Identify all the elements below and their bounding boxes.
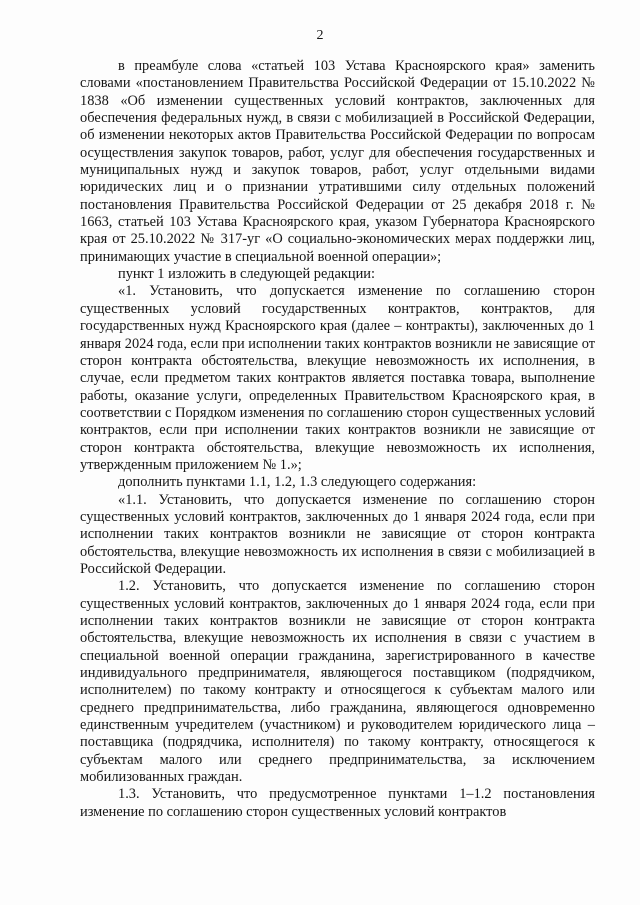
paragraph-point-1-1: «1.1. Установить, что допускается изменение по соглашению сторон существенных условий контрактов, заключенных до 1 января 2024 года, если при исполнении таких контрактов возникли не зависящие от сторон контракта обстоятельства, влекущие невозможность их исполнения в связи с мобилизацией в Российской Федерации. xyxy=(80,491,595,577)
paragraph-add-points-intro: дополнить пунктами 1.1, 1.2, 1.3 следующего содержания: xyxy=(118,474,477,491)
page-number: 2 xyxy=(316,28,324,43)
paragraph-preamble-amendment: в преамбуле слова «статьей 103 Устава Красноярского края» заменить словами «постановлением Правительства Российской Федерации от 15.10.2022 № 1838 «Об изменении существенных условий контрактов, заключенных для обеспечения федеральных нужд, в связи с мобилизацией в Российской Федерации, об изменении некоторых актов Правительства Российской Федерации по вопросам осуществления закупок товаров, работ, услуг для обеспечения государственных и муниципальных нужд и закупок товаров, работ, услуг отдельными видами юридических лиц и о признании утратившими силу отдельных положений постановления Правительства Российской Федерации от 25 декабря 2018 г. № 1663, статьей 103 Устава Красноярского края, указом Губернатора Красноярского края от 25.10.2022 № 317-уг «О социально-экономических мерах поддержки лиц, принимающих участие в специальной военной операции»; xyxy=(80,58,595,265)
paragraph-point-1: «1. Установить, что допускается изменение по соглашению сторон существенных условий государственных контрактов, контрактов, для государственных нужд Красноярского края (далее – контракты), заключенных до 1 января 2024 года, если при исполнении таких контрактов возникли не зависящие от сторон контракта обстоятельства, влекущие невозможность их исполнения, в случае, если предметом таких контрактов является поставка товара, выполнение работы, оказание услуги, определенных Правительством Красноярского края, в соответствии с Порядком изменения по соглашению сторон существенных условий контрактов, если при исполнении таких контрактов возникли не зависящие от сторон контракта обстоятельства, влекущие невозможность их исполнения, утвержденным приложением № 1.»; xyxy=(80,283,595,473)
document-body xyxy=(80,58,595,821)
paragraph-point-1-intro: пункт 1 изложить в следующей редакции: xyxy=(118,266,375,283)
paragraph-point-1-2: 1.2. Установить, что допускается изменение по соглашению сторон существенных условий контрактов, заключенных до 1 января 2024 года, если при исполнении таких контрактов возникли не зависящие от сторон контракта обстоятельства, влекущие невозможность их исполнения в связи с участием в специальной военной операции гражданина, зарегистрированного в качестве индивидуального предпринимателя, являющегося поставщиком (подрядчиком, исполнителем) по такому контракту и относящегося к субъектам малого или среднего предпринимательства, либо гражданина, являющегося одновременно единственным учредителем (участником) и руководителем юридического лица – поставщика (подрядчика, исполнителя) по такому контракту, относящегося к субъектам малого или среднего предпринимательства, за исключением мобилизованных граждан. xyxy=(80,578,595,786)
paragraph-point-1-3: 1.3. Установить, что предусмотренное пунктами 1–1.2 постановления изменение по соглашению сторон существенных условий контрактов xyxy=(80,786,595,820)
